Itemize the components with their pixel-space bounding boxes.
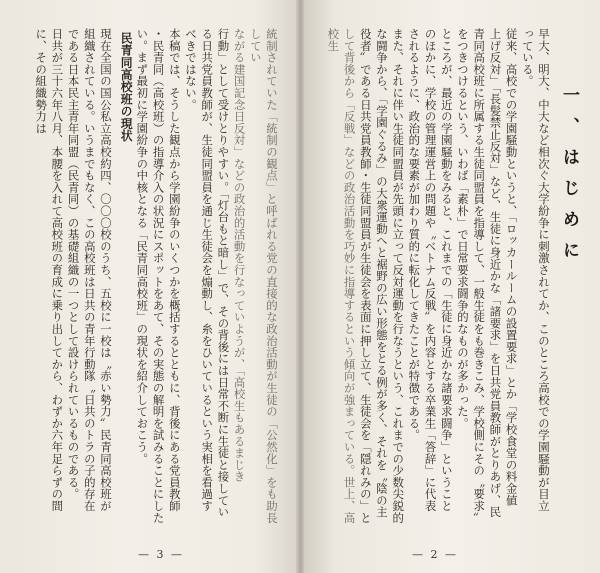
text-column: ところが、最近の学園騒動をみると、これまでの「生徒に身近かな諸要求闘争」ということ	[439, 28, 454, 512]
text-column: 従来、高校での学園騒動というと、「ロッカールームの設置要求」とか「学校食堂の料金値	[504, 28, 519, 507]
book-gutter	[296, 0, 304, 573]
text-column: して背後から「反戦」などの政治活動を巧妙に指導するという傾向が強まっている。世上、高校生	[326, 28, 357, 524]
text-column: 本稿では、そうした観点から学園紛争のいくつかを概括するとともに、背後にある党員教師	[167, 28, 182, 512]
text-column: な闘争から、「学園ぐるみ」の大衆運動へと裾野の広い形態をとる例が多く、それを〝陰の主	[374, 28, 389, 518]
section-heading: 民青同高校班の現状	[119, 32, 134, 142]
text-column: 上げ反対」「長髪禁止反対」など、生徒に身近かな「諸要求」を日共党員教師がとりあげ、民	[488, 28, 503, 518]
right-page	[300, 0, 600, 573]
text-column: べきではない。	[183, 28, 198, 111]
text-column: のほかに、学校の管理運営上の問題や〝ベトナム反戦〟を内容とする卒業生「答辞」に代表	[423, 28, 438, 512]
text-column: る日共党員教師が、生徒同盟員を通じ生徒会を煽動し、糸をひいているという実相を看過す	[200, 28, 215, 512]
chapter-title: 一、はじめに	[559, 86, 579, 272]
text-column: に、その組織勢力は	[34, 28, 49, 135]
text-column: ながる建国記念日反対」などの政治的活動を行なっていようが、「高校生もあるまじき	[232, 28, 247, 483]
text-column: されるように、政治的な要素が加わり質的に転化してきたことが特徴である。	[407, 28, 422, 441]
text-column: ・民青同（高校班）の指導介入の状況にスポットをあて、その実態の解明を試みることにした	[151, 28, 166, 524]
right-page-text	[312, 28, 552, 528]
text-column: 組織されている。いうまでもなく、この高校班は日共の青年行動隊〝日共のトラの子的存在	[82, 28, 97, 512]
text-column: い。まず最初に学園紛争の中核となる「民青同高校班」の現状を紹介しておこう。	[135, 28, 150, 465]
text-column: 行動」として受けとりやすい。「灯台もと暗し」で、その背後には日常不断に生徒と接してい	[216, 28, 231, 518]
text-column: っている。	[520, 28, 535, 87]
text-column: をつきつけるという、いわば「素朴」で日常要求闘争的なものが多かった。	[455, 28, 470, 430]
text-column: 現在全国の国公私立高校約四、〇〇〇校のうち、五校に一校は〝赤い勢力〟民青同高校班が	[98, 28, 113, 512]
text-column: 役者〟である日共党員教師・生徒同盟員が生徒会を表面に押し立て、生徒会を「隠れみの」と	[358, 28, 373, 524]
text-column: 日共が三十六年八月、本腰を入れて高校班の育成に乗り出してから、わずか六年足らずの間	[50, 28, 65, 512]
page-number: — 2 —	[412, 548, 458, 561]
left-page-text	[18, 28, 280, 528]
page-number: — 3 —	[138, 548, 184, 561]
text-column: 早大、明大、中大など相次ぐ大学紛争に刺激されてか、このところ高校での学園騒動が目立	[537, 28, 551, 512]
text-column: 青同高校班に所属する生徒同盟員を指導して、一般生徒をも巻きこみ、学校側にその〝要求〟	[472, 28, 487, 524]
text-column: また、それに伴い生徒同盟員が先頭に立って反対運動を行なうという、これまでの少数尖鋭的	[391, 28, 406, 524]
text-column: である日本民主青年同盟（民青同）の基礎組織の一つとして設けられているものである。	[66, 28, 81, 500]
text-column: 統制されていた「統制の観点」と呼ばれる党の直接的な政治活動が生徒の「公然化」をも助長してい	[248, 28, 279, 524]
